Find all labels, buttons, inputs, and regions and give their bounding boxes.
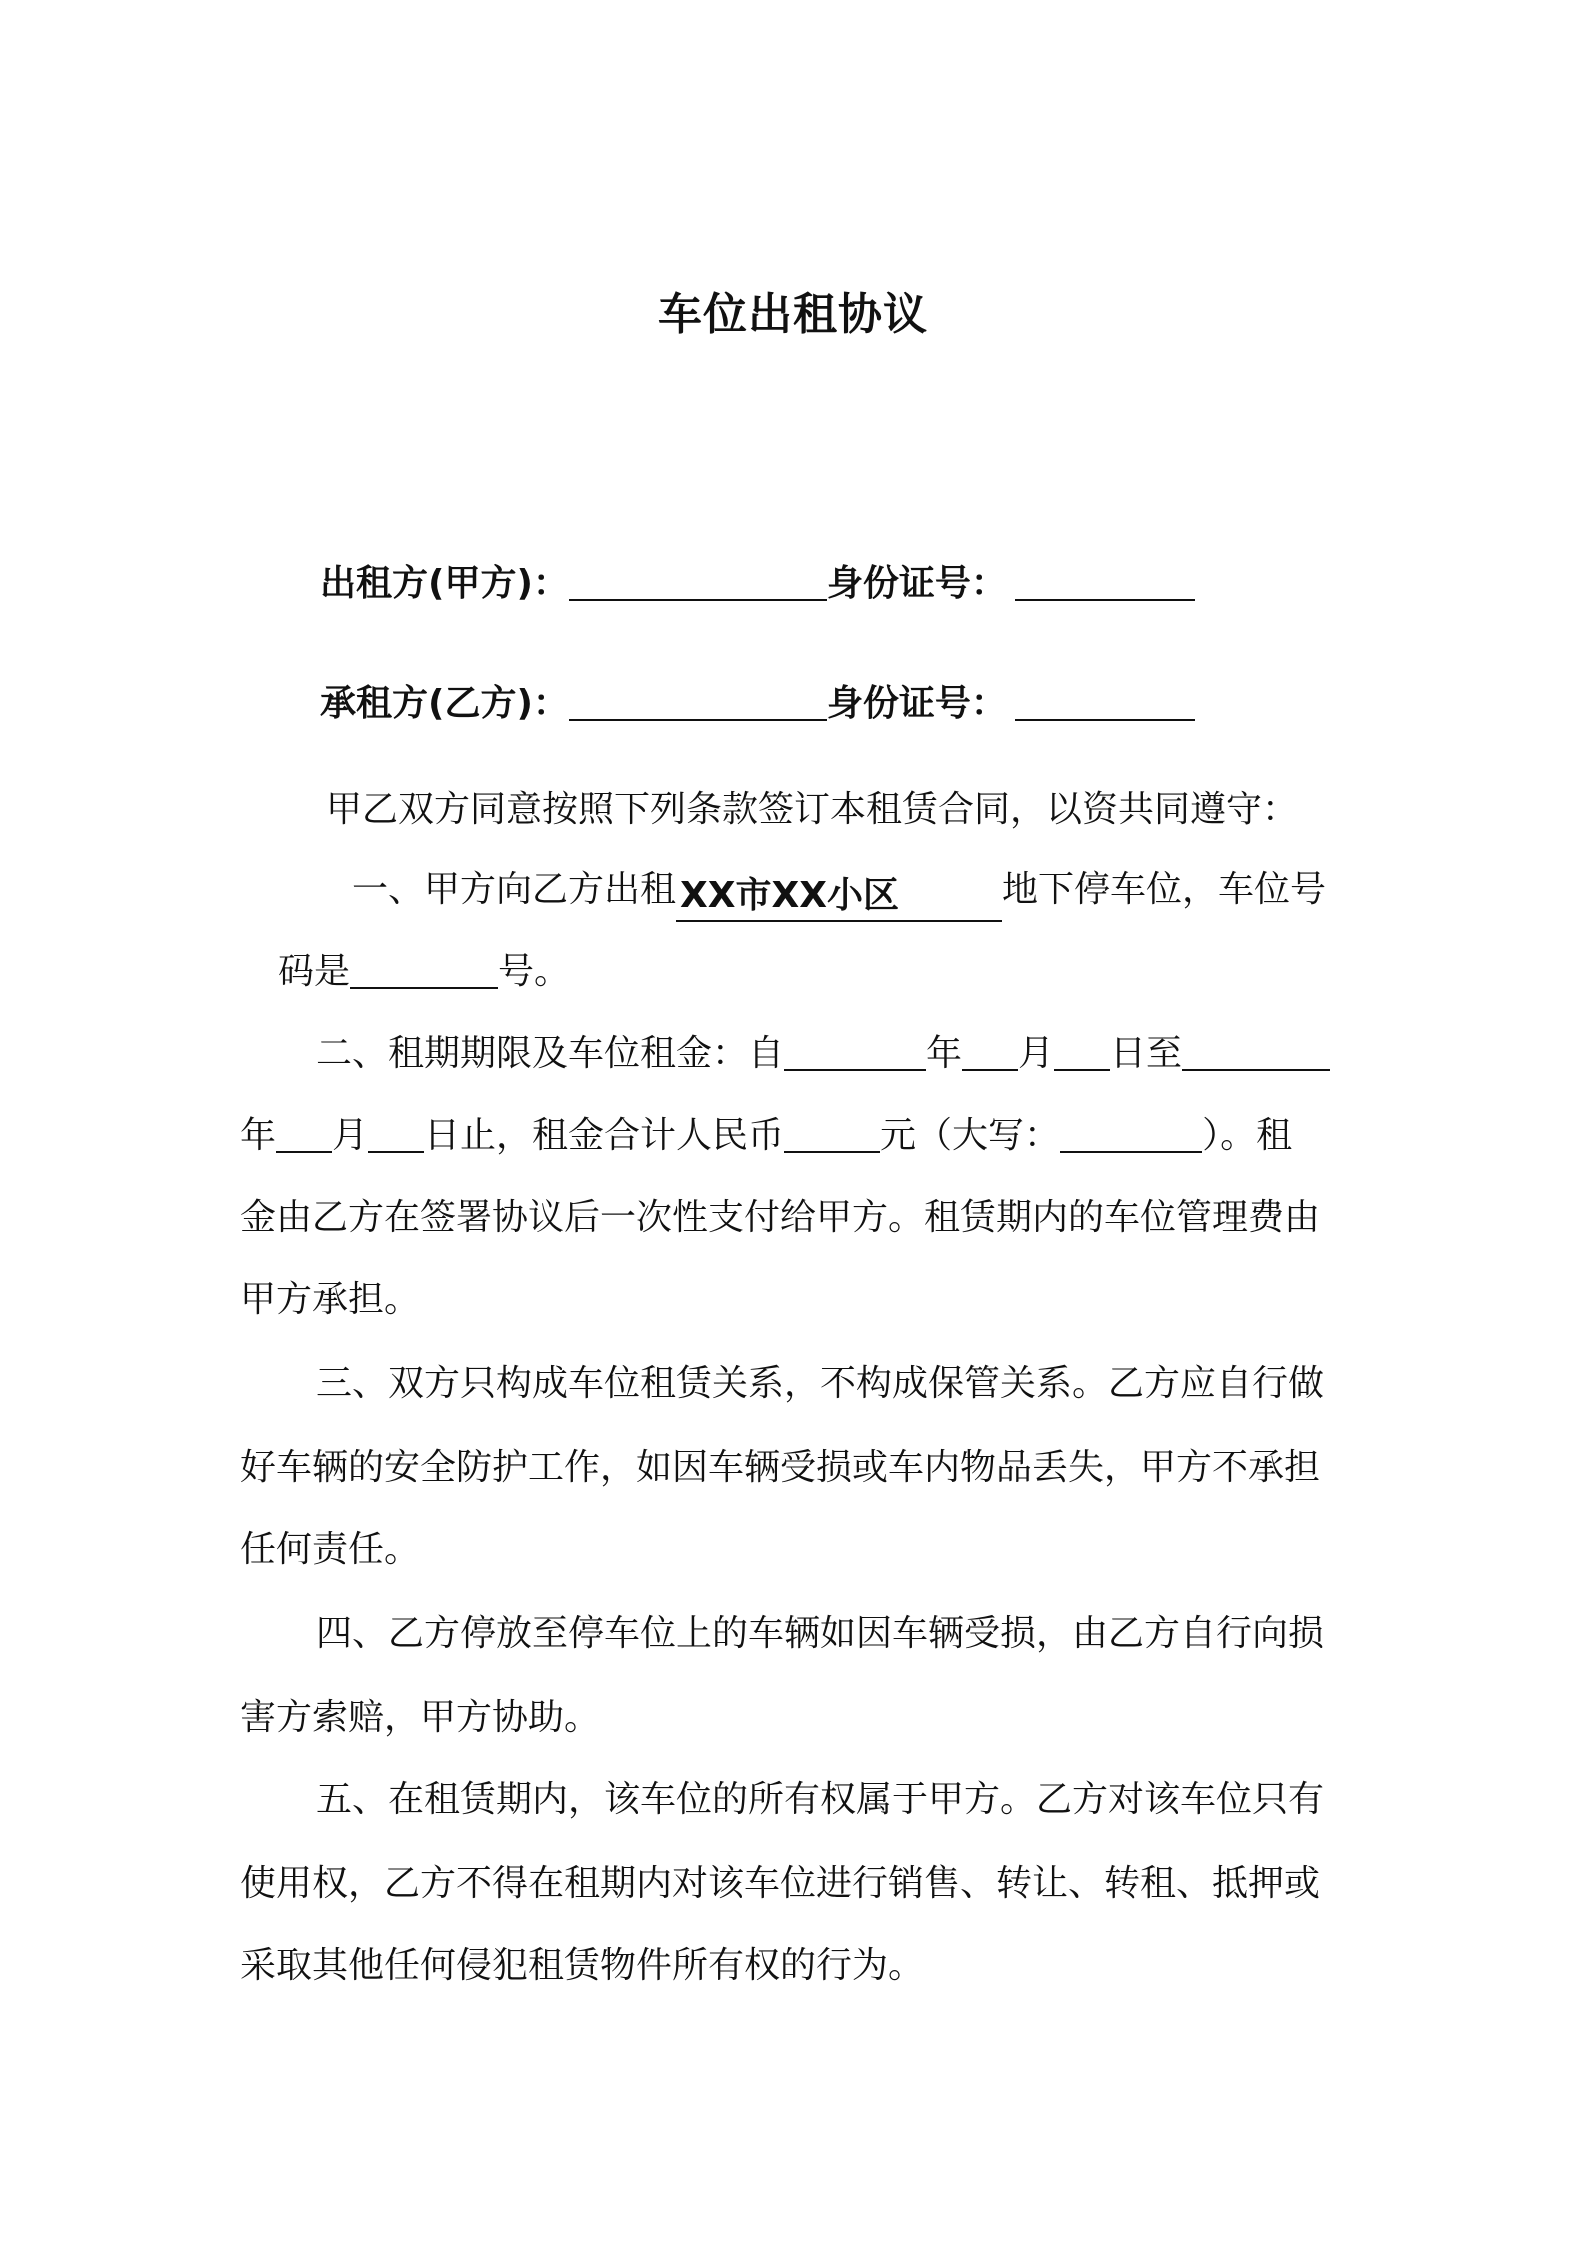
clause4-line2: 害方索赔，甲方协助。 <box>240 1697 601 1738</box>
clause2-day-to: 日至 <box>1110 1033 1183 1074</box>
clause1-line2 <box>278 948 570 996</box>
clause2-line4: 甲方承担。 <box>240 1279 421 1320</box>
lessee-id-label: 身份证号： <box>826 683 1007 724</box>
clause2-year-label: 年 <box>926 1033 963 1074</box>
clause2-line3: 金由乙方在签署协议后一次性支付给甲方。租赁期内的车位管理费由 <box>240 1197 1321 1238</box>
lessor-id-blank <box>1015 563 1195 601</box>
clause2-line1-prefix: 二、租期期限及车位租金：自 <box>316 1033 785 1074</box>
lessee-label: 承租方(乙方)： <box>320 683 569 724</box>
clause2-line1 <box>316 1030 1330 1078</box>
end-year-blank <box>1182 1033 1330 1071</box>
lessee-row <box>320 680 1195 728</box>
clause5-line3: 采取其他任何侵犯租赁物件所有权的行为。 <box>240 1945 925 1986</box>
clause4-line1: 四、乙方停放至停车位上的车辆如因车辆受损，由乙方自行向损 <box>316 1613 1325 1654</box>
clause1-location: XX市XX小区 <box>676 872 1002 922</box>
clause2-line2 <box>240 1112 1292 1160</box>
clause2-month-label: 月 <box>1018 1033 1055 1074</box>
clause1-line2-suffix: 号。 <box>498 951 571 992</box>
start-day-blank <box>1054 1033 1110 1071</box>
clause3-line3: 任何责任。 <box>240 1529 421 1570</box>
clause5-line1: 五、在租赁期内，该车位的所有权属于甲方。乙方对该车位只有 <box>316 1779 1325 1820</box>
lessor-label: 出租方(甲方)： <box>320 563 569 604</box>
clause2-day-end: 日止，租金合计人民币 <box>424 1115 785 1156</box>
clause3-line2: 好车辆的安全防护工作，如因车辆受损或车内物品丢失，甲方不承担 <box>240 1447 1321 1488</box>
clause2-yuan: 元（大写： <box>880 1115 1061 1156</box>
intro-text: 甲乙双方同意按照下列条款签订本租赁合同，以资共同遵守： <box>326 789 1299 830</box>
lessee-id-blank <box>1015 683 1195 721</box>
start-year-blank <box>784 1033 926 1071</box>
end-month-blank <box>276 1115 332 1153</box>
rent-amount-blank <box>784 1115 880 1153</box>
lessor-id-label: 身份证号： <box>826 563 1007 604</box>
clause2-year-label-2: 年 <box>240 1115 277 1156</box>
clause3-line1: 三、双方只构成车位租赁关系，不构成保管关系。乙方应自行做 <box>316 1363 1325 1404</box>
clause1-line1 <box>352 866 1326 922</box>
end-day-blank <box>368 1115 424 1153</box>
document-title: 车位出租协议 <box>658 289 928 340</box>
clause1-prefix: 一、甲方向乙方出租 <box>352 869 677 910</box>
clause2-close: ）。租 <box>1202 1115 1293 1156</box>
lessor-row <box>320 560 1195 608</box>
space-number-blank <box>350 951 498 989</box>
clause5-line2: 使用权，乙方不得在租期内对该车位进行销售、转让、转租、抵押或 <box>240 1863 1321 1904</box>
lessee-name-blank <box>569 683 827 721</box>
start-month-blank <box>962 1033 1018 1071</box>
clause1-suffix: 地下停车位，车位号 <box>1002 869 1327 910</box>
clause1-line2-prefix: 码是 <box>278 951 351 992</box>
lessor-name-blank <box>569 563 827 601</box>
clause2-month-label-2: 月 <box>332 1115 369 1156</box>
rent-amount-uppercase-blank <box>1060 1115 1202 1153</box>
